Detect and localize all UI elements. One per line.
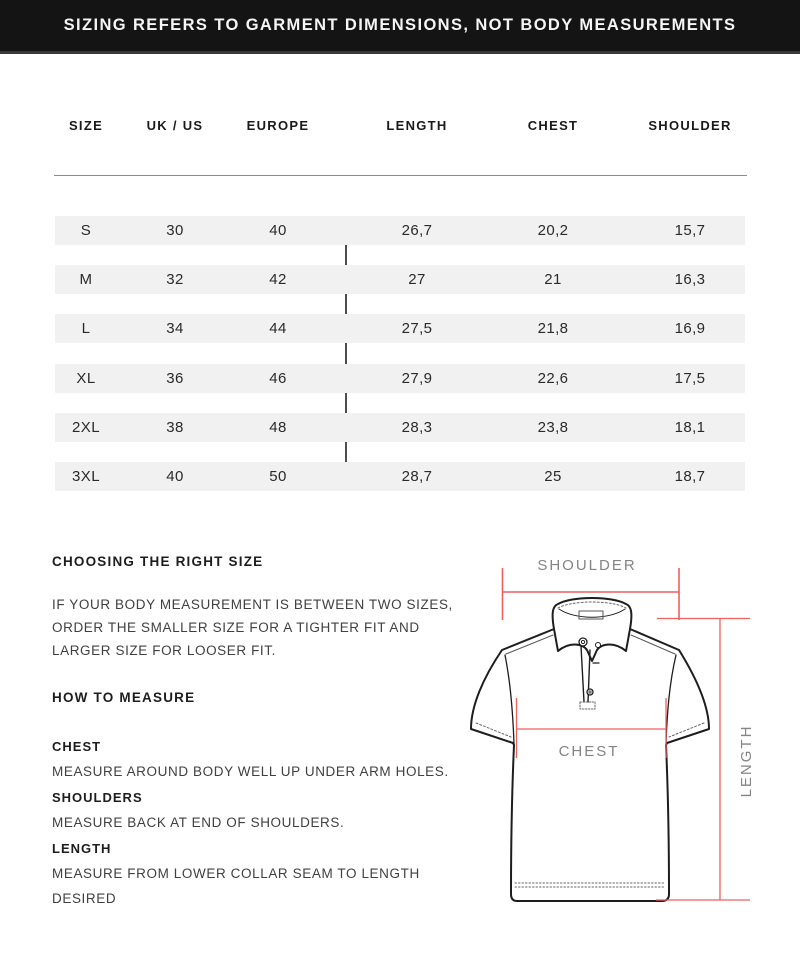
header-cell: UK / US [146,118,204,133]
table-cell: 27,9 [401,370,433,387]
table-cell: 18,1 [674,419,706,436]
table-cell: 20,2 [537,222,569,239]
header-cell: CHEST [527,118,579,133]
table-cell: 48 [269,419,287,436]
polo-diagram [440,540,800,962]
choosing-body [52,593,453,662]
size-label: 2XL [72,419,100,436]
how-to-measure-heading: HOW TO MEASURE [52,690,196,705]
table-row [55,462,745,491]
paragraph-line: IF YOUR BODY MEASUREMENT IS BETWEEN TWO SIZES, [52,597,453,612]
top-banner [0,0,800,54]
table-cell: 38 [166,419,184,436]
shoulder-diagram-label: SHOULDER [537,557,637,574]
table-row [55,314,745,343]
chest-diagram-label: CHEST [558,743,620,760]
table-cell: 34 [166,320,184,337]
length-diagram-label: LENGTH [738,724,755,798]
table-cell: 16,3 [674,271,706,288]
size-label: M [79,271,93,288]
measure-item-label: LENGTH [52,840,112,856]
column-divider [345,216,347,491]
polo-diagram-svg [440,540,800,962]
table-cell: 30 [166,222,184,239]
table-cell: 23,8 [537,419,569,436]
table-cell: 32 [166,271,184,288]
table-row [55,413,745,442]
table-cell: 27 [408,271,426,288]
measure-item-label: CHEST [52,739,102,754]
table-cell: 17,5 [674,370,706,387]
table-cell: 16,9 [674,320,706,337]
table-cell: 22,6 [537,370,569,387]
table-row [55,216,745,245]
table-cell: 46 [269,370,287,387]
size-label: XL [76,370,96,387]
table-row [55,265,745,294]
table-cell: 40 [269,222,287,239]
measure-item-line: DESIRED [52,891,117,907]
measure-item-label: SHOULDERS [52,789,143,805]
table-cell: 50 [269,468,287,485]
size-label: S [80,222,92,239]
table-cell: 21,8 [537,320,569,337]
table-cell: 15,7 [674,222,706,239]
table-cell: 26,7 [401,222,433,239]
table-cell: 27,5 [401,320,433,337]
table-cell: 42 [269,271,287,288]
table-cell: 21 [544,271,562,288]
header-rule [54,175,747,176]
table-cell: 36 [166,370,184,387]
measure-item-line: MEASURE FROM LOWER COLLAR SEAM TO LENGTH [52,866,420,882]
size-label: 3XL [72,468,100,485]
measure-item-line: MEASURE AROUND BODY WELL UP UNDER ARM HOLES. [52,764,449,780]
measure-item-line: MEASURE BACK AT END OF SHOULDERS. [52,815,345,831]
table-cell: 44 [269,320,287,337]
table-cell: 28,3 [401,419,433,436]
measure-list [52,734,449,912]
header-cell: LENGTH [386,118,448,133]
size-label: L [81,320,91,337]
choosing-heading: CHOOSING THE RIGHT SIZE [52,554,264,569]
header-cell: SHOULDER [648,118,732,133]
banner-text: SIZING REFERS TO GARMENT DIMENSIONS, NOT BODY MEASUREMENTS [63,16,737,34]
table-cell: 40 [166,468,184,485]
paragraph-line: ORDER THE SMALLER SIZE FOR A TIGHTER FIT AND [52,620,420,635]
header-cell: EUROPE [246,118,310,133]
table-cell: 18,7 [674,468,706,485]
table-cell: 25 [544,468,562,485]
header-cell: SIZE [68,118,104,133]
table-cell: 28,7 [401,468,433,485]
paragraph-line: LARGER SIZE FOR LOOSER FIT. [52,643,276,658]
table-row [55,364,745,393]
